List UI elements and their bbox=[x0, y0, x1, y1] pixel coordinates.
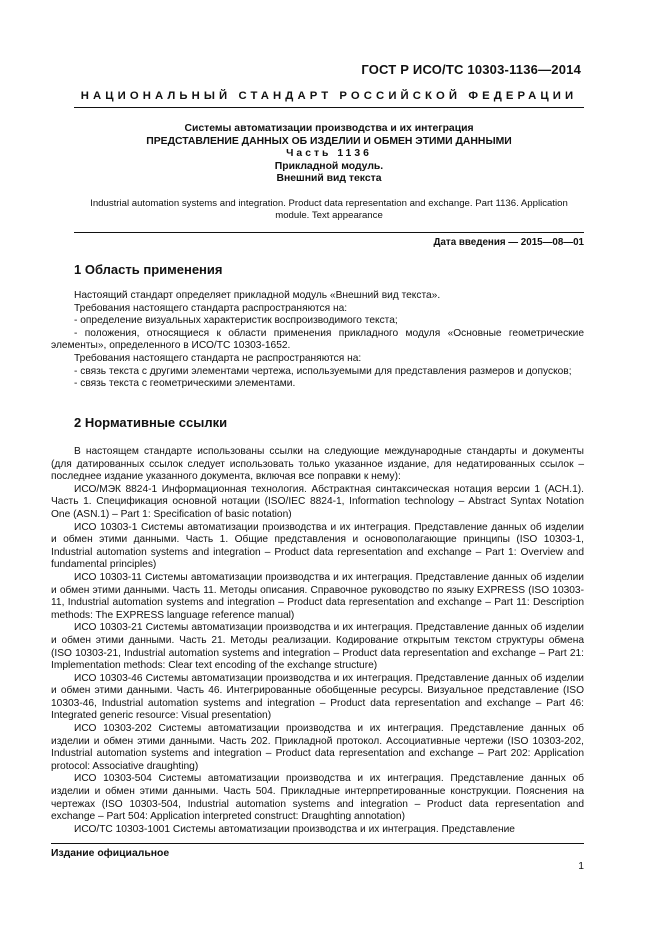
english-title: Industrial automation systems and integration. Product data representation and exchange. Part 1136. Application module. Text appearance bbox=[90, 198, 568, 222]
introduction-date: Дата введения — 2015—08—01 bbox=[433, 237, 584, 248]
section-2-body bbox=[51, 446, 584, 836]
paragraph: Требования настоящего стандарта распространяются на: bbox=[74, 302, 348, 314]
date-divider bbox=[74, 232, 584, 233]
section-2-heading: 2 Нормативные ссылки bbox=[74, 415, 228, 430]
list-item: - определение визуальных характеристик воспроизводимого текста; bbox=[74, 315, 398, 327]
section-1-body bbox=[51, 290, 584, 391]
document-title bbox=[74, 123, 584, 186]
reference-entry: ИСО 10303-21 Системы автоматизации производства и их интеграция. Представление данных об изделии и обмен этими данными. Часть 21. Методы реализации. Кодирование открытым текстом структуры обмена (ISO 10303-21, Industrial automation systems and integration – Product data representation and exchange – Part 21: Implementation methods: Clear text encoding of the exchange structure) bbox=[51, 622, 584, 672]
title-line-5: Внешний вид текста bbox=[276, 173, 382, 185]
reference-entry: ИСО/ТС 10303-1001 Системы автоматизации производства и их интеграция. Представление bbox=[74, 823, 515, 835]
list-item: - связь текста с геометрическими элементами. bbox=[74, 378, 296, 390]
list-item: - положения, относящиеся к области применения прикладного модуля «Основные геометрические элементы», определенного в ИСО/ТС 10303-1652. bbox=[51, 327, 584, 352]
reference-entry: ИСО 10303-202 Системы автоматизации производства и их интеграция. Представление данных об изделии и обмен этими данными. Часть 202. Прикладной протокол. Ассоциативные чертежи (ISO 10303-202, Industrial automation systems and integration – Product data representation and exchange – Part 202: Application protocol: Associative draughting) bbox=[51, 723, 584, 772]
title-line-2: ПРЕДСТАВЛЕНИЕ ДАННЫХ ОБ ИЗДЕЛИИ И ОБМЕН ЭТИМИ ДАННЫМИ bbox=[146, 135, 512, 147]
reference-entry: ИСО 10303-11 Системы автоматизации производства и их интеграция. Представление данных об изделии и обмен этими данными. Часть 11. Методы описания. Справочное руководство по языку EXPRESS (ISO 10303-11, Industrial automation systems and integration – Product data representation and exchange – Part 11: Description methods: The EXPRESS language reference manual) bbox=[51, 571, 584, 621]
list-item: - связь текста с другими элементами чертежа, используемыми для представления размеров и допусков; bbox=[74, 365, 572, 377]
paragraph: Требования настоящего стандарта не распространяются на: bbox=[74, 352, 362, 364]
paragraph: В настоящем стандарте использованы ссылки на следующие международные стандарты и документы (для датированных ссылок следует использовать только указанное издание, для недатированных ссылок – последнее издание указанного документа, включая все поправки к нему): bbox=[51, 446, 584, 483]
standard-number: ГОСТ Р ИСО/ТС 10303-1136—2014 bbox=[361, 62, 581, 77]
title-line-1: Системы автоматизации производства и их интеграция bbox=[184, 123, 474, 134]
title-part-number: Часть 1136 bbox=[286, 148, 372, 160]
national-standard-label: НАЦИОНАЛЬНЫЙ СТАНДАРТ РОССИЙСКОЙ ФЕДЕРАЦИИ bbox=[80, 90, 578, 102]
page-number: 1 bbox=[578, 861, 584, 872]
reference-entry: ИСО 10303-46 Системы автоматизации производства и их интеграция. Представление данных об изделии и обмен этими данными. Часть 46. Интегрированные обобщенные ресурсы. Визуальное представление (ISO 10303-46, Industrial automation systems and integration – Product data representation and exchange – Part 46: Integrated generic resource: Visual presentation) bbox=[51, 672, 584, 722]
reference-entry: ИСО 10303-1 Системы автоматизации производства и их интеграция. Представление данных об изделии и обмен этими данными. Часть 1. Общие представления и основополагающие принципы (ISO 10303-1, Industrial automation systems and integration – Product data representation and exchange – Part 1: Overview and fundamental principles) bbox=[51, 521, 584, 571]
reference-entry: ИСО 10303-504 Системы автоматизации производства и их интеграция. Представление данных об изделии и обмен этими данными. Часть 504. Прикладные интерпретированные конструкции. Пояснения на чертежах (ISO 10303-504, Industrial automation systems and integration – Product data representation and exchange – Part 504: Application interpreted construct: Draughting annotation) bbox=[51, 773, 584, 823]
footer-divider bbox=[51, 843, 584, 844]
title-line-4: Прикладной модуль. bbox=[274, 160, 384, 172]
header-divider bbox=[74, 107, 584, 108]
reference-entry: ИСО/МЭК 8824-1 Информационная технология. Абстрактная синтаксическая нотация версии 1 (АСН.1). Часть 1. Спецификация основной нотации (ISO/IEC 8824-1, Information technology – Abstract Syntax Notation One (ASN.1) – Part 1: Specification of basic notation) bbox=[51, 483, 584, 520]
section-1-heading: 1 Область применения bbox=[74, 262, 223, 277]
paragraph: Настоящий стандарт определяет прикладной модуль «Внешний вид текста». bbox=[74, 290, 441, 301]
official-edition-label: Издание официальное bbox=[51, 848, 170, 859]
